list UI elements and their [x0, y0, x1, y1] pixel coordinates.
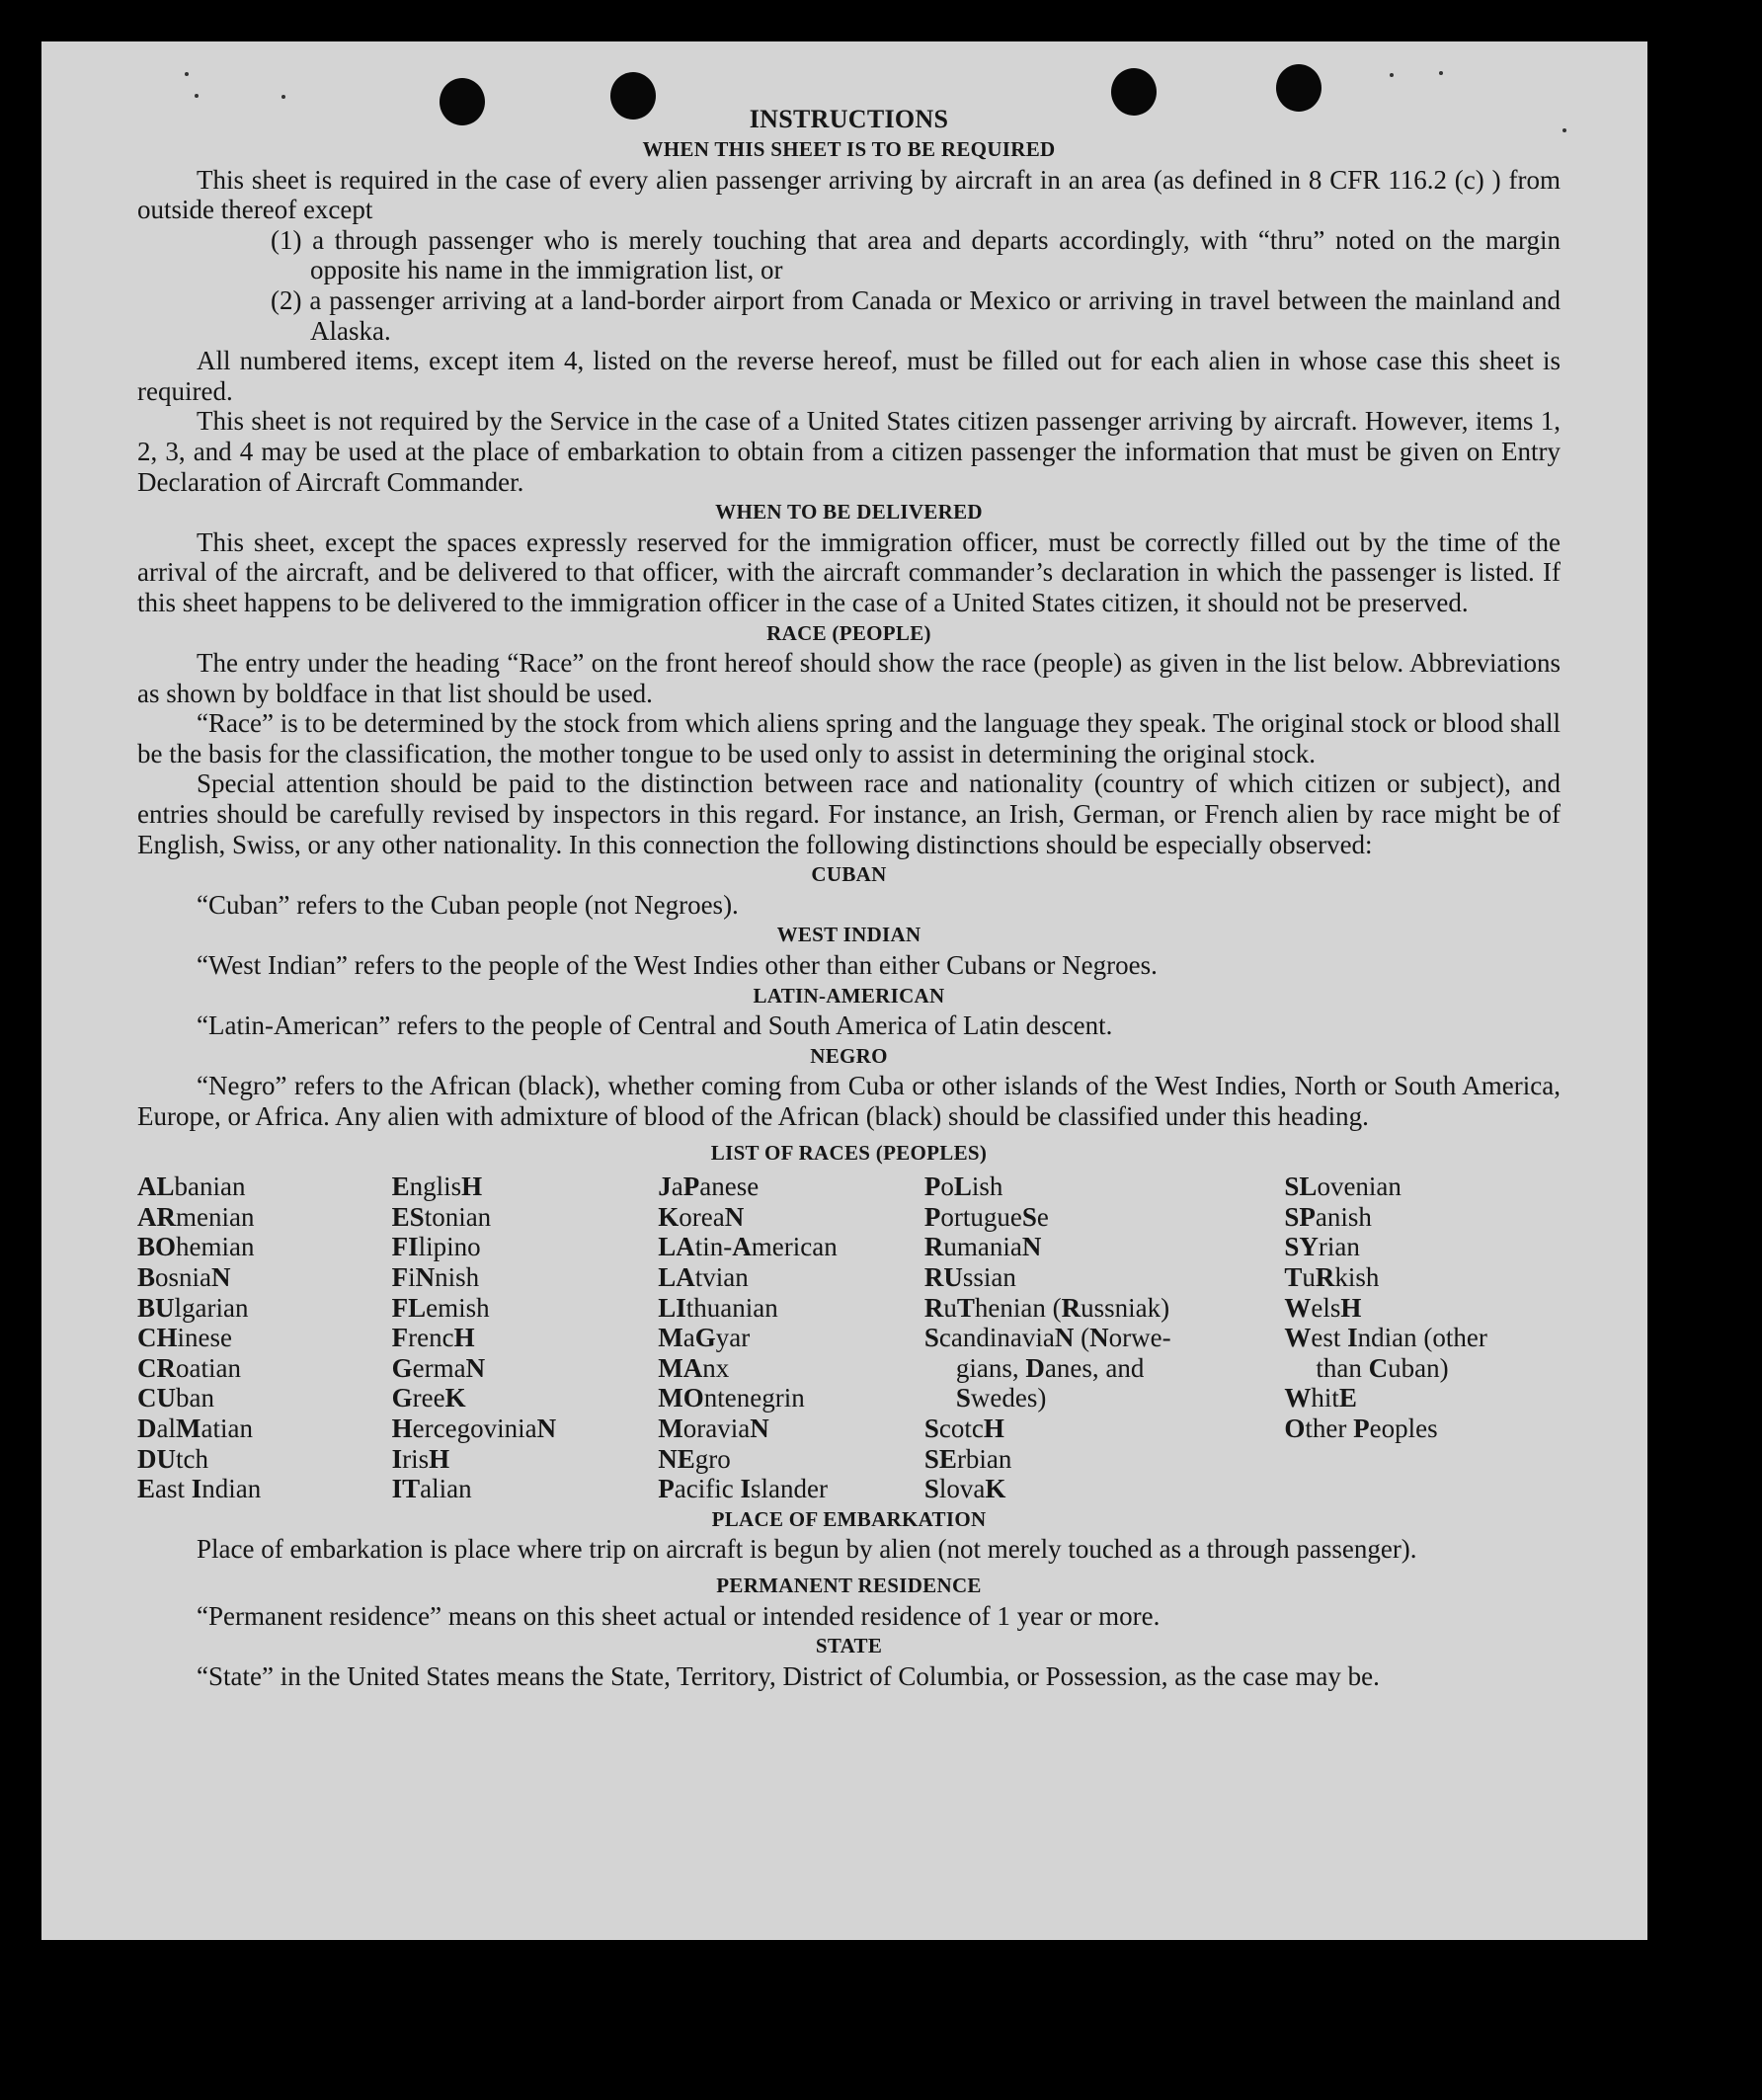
subsection-heading: CUBAN — [811, 862, 887, 887]
race-entry: SPanish — [1284, 1201, 1372, 1232]
races-column — [1284, 1171, 1561, 1504]
race-entry: GermaN — [391, 1352, 486, 1383]
races-column — [658, 1171, 924, 1504]
paragraph: “Race” is to be determined by the stock from which aliens spring and the language they speak. The original stock or blood shall be the basis for the classification, the mother tongue to be used only to assist in determining the original stock. — [137, 708, 1561, 768]
races-column — [137, 1171, 392, 1504]
section-heading: WHEN TO BE DELIVERED — [715, 500, 983, 525]
paragraph: “Cuban” refers to the Cuban people (not Negroes). — [197, 889, 739, 920]
race-entry-continued: Swedes) — [955, 1383, 1047, 1413]
race-entry: MOntenegrin — [658, 1383, 805, 1413]
race-entry: MAnx — [658, 1352, 730, 1383]
paragraph: “State” in the United States means the State, Territory, District of Columbia, or Possession, as the case may be. — [197, 1660, 1380, 1691]
speck — [195, 94, 199, 98]
race-entry: GreeK — [391, 1383, 466, 1413]
race-entry: WhitE — [1284, 1383, 1357, 1413]
race-entry: PoLish — [923, 1171, 1003, 1202]
race-entry: TuRkish — [1284, 1261, 1380, 1292]
race-entry: NEgro — [658, 1443, 731, 1474]
race-entry: PortugueSe — [923, 1201, 1049, 1232]
race-entry: LIthuanian — [658, 1292, 778, 1323]
race-entry: BUlgarian — [137, 1292, 249, 1323]
section-heading: PERMANENT RESIDENCE — [716, 1573, 982, 1597]
race-entry: Other Peoples — [1284, 1413, 1438, 1443]
paragraph: “Permanent residence” means on this sheet actual or intended residence of 1 year or more. — [197, 1600, 1161, 1631]
race-entry: ALbanian — [137, 1171, 246, 1202]
paragraph: All numbered items, except item 4, listed on the reverse hereof, must be filled out for each alien in whose case this sheet is required. — [137, 346, 1561, 406]
race-entry: SlovaK — [923, 1474, 1006, 1504]
race-entry: BosniaN — [137, 1261, 231, 1292]
race-entry: HercegoviniaN — [391, 1413, 557, 1443]
race-entry: West Indian (other — [1284, 1323, 1487, 1353]
race-entry: DUtch — [137, 1443, 208, 1474]
race-entry: FrencH — [391, 1323, 475, 1353]
race-entry-continued: gians, Danes, and — [955, 1352, 1145, 1383]
races-column — [924, 1171, 1285, 1504]
instructions-content — [137, 105, 1561, 1691]
paragraph: “Negro” refers to the African (black), whether coming from Cuba or other islands of the West Indies, North or South America, Europe, or Africa. Any alien with admixture of blood of the African (black) should be classified under this heading. — [137, 1071, 1561, 1131]
speck — [1390, 73, 1394, 77]
race-entry: CRoatian — [137, 1352, 241, 1383]
race-entry: RUssian — [923, 1261, 1016, 1292]
race-entry: ScandinaviaN (Norwe- — [923, 1323, 1171, 1353]
race-entry: WelsH — [1284, 1292, 1362, 1323]
race-entry: EnglisH — [391, 1171, 483, 1202]
paragraph: “Latin-American” refers to the people of Central and South America of Latin descent. — [197, 1010, 1113, 1041]
subsection-heading: LATIN-AMERICAN — [753, 983, 945, 1008]
race-entry: DalMatian — [137, 1413, 253, 1443]
paragraph: This sheet is required in the case of every alien passenger arriving by aircraft in an area (as defined in 8 CFR 116.2 (c) ) from outside thereof except — [137, 164, 1561, 225]
race-entry: SLovenian — [1284, 1171, 1402, 1202]
paragraph: Special attention should be paid to the distinction between race and nationality (country of which citizen or subject), and entries should be carefully revised by inspectors in this regard. For instance, an Irish, German, or French alien by race might be of English, Swiss, or any other nationality. In this connection the following distinctions should be especially observed: — [137, 768, 1561, 859]
race-entry: FiNnish — [391, 1261, 480, 1292]
section-heading: PLACE OF EMBARKATION — [711, 1506, 987, 1531]
race-entry: EStonian — [391, 1201, 492, 1232]
paragraph: The entry under the heading “Race” on the front hereof should show the race (people) as given in the list below. Abbreviations as shown by boldface in that list should be used. — [137, 648, 1561, 708]
race-entry: ARmenian — [137, 1201, 255, 1232]
page-title: INSTRUCTIONS — [749, 105, 949, 133]
section-heading: RACE (PEOPLE) — [766, 620, 931, 645]
race-entry: LAtvian — [658, 1261, 749, 1292]
race-entry: MaGyar — [658, 1323, 751, 1353]
document-sheet — [41, 41, 1647, 1940]
race-entry: Pacific Islander — [658, 1474, 828, 1504]
races-heading: LIST OF RACES (PEOPLES) — [710, 1140, 988, 1165]
paragraph: This sheet is not required by the Service in the case of a United States citizen passenger arriving by aircraft. However, items 1, 2, 3, and 4 may be used at the place of embarkation to obtain from a citizen passenger the information that must be given on Entry Declaration of Aircraft Commander. — [137, 406, 1561, 497]
race-entry: ScotcH — [923, 1413, 1004, 1443]
race-entry: FLemish — [391, 1292, 490, 1323]
race-entry: FIlipino — [391, 1232, 481, 1262]
speck — [1439, 71, 1443, 75]
paragraph: Place of embarkation is place where trip on aircraft is begun by alien (not merely touched as a through passenger). — [197, 1534, 1417, 1565]
section-heading: WHEN THIS SHEET IS TO BE REQUIRED — [642, 137, 1056, 161]
races-list — [137, 1171, 1561, 1504]
race-entry: East Indian — [137, 1474, 262, 1504]
speck — [1562, 128, 1566, 132]
speck — [281, 95, 285, 99]
race-entry: KoreaN — [658, 1201, 745, 1232]
section-heading: STATE — [815, 1634, 883, 1658]
race-entry: MoraviaN — [658, 1413, 769, 1443]
race-entry: ITalian — [391, 1474, 472, 1504]
races-column — [392, 1171, 659, 1504]
race-entry: SErbian — [923, 1443, 1012, 1474]
list-item: (1) a through passenger who is merely touching that area and departs accordingly, with “thru” noted on the margin opposite his name in the immigration list, or — [271, 224, 1561, 285]
race-entry-continued: than Cuban) — [1316, 1352, 1449, 1383]
race-entry: CHinese — [137, 1323, 232, 1353]
speck — [185, 72, 189, 76]
race-entry: BOhemian — [137, 1232, 255, 1262]
list-item: (2) a passenger arriving at a land-border airport from Canada or Mexico or arriving in travel between the mainland and Alaska. — [271, 284, 1561, 346]
race-entry: LAtin-American — [658, 1232, 838, 1262]
paragraph: This sheet, except the spaces expressly reserved for the immigration officer, must be correctly filled out by the time of the arrival of the aircraft, and be delivered to that officer, with the aircraft commander’s declaration in which the passenger is listed. If this sheet happens to be delivered to the immigration officer in the case of a United States citizen, it should not be preserved. — [137, 526, 1561, 617]
race-entry: SYrian — [1284, 1232, 1360, 1262]
race-entry: RumaniaN — [923, 1232, 1042, 1262]
race-entry: CUban — [137, 1383, 214, 1413]
race-entry: IrisH — [391, 1443, 450, 1474]
subsection-heading: NEGRO — [810, 1043, 888, 1068]
paragraph: “West Indian” refers to the people of the West Indies other than either Cubans or Negroes. — [197, 950, 1158, 981]
subsection-heading: WEST INDIAN — [776, 923, 921, 947]
race-entry: JaPanese — [658, 1171, 760, 1202]
race-entry: RuThenian (Russniak) — [923, 1292, 1170, 1323]
